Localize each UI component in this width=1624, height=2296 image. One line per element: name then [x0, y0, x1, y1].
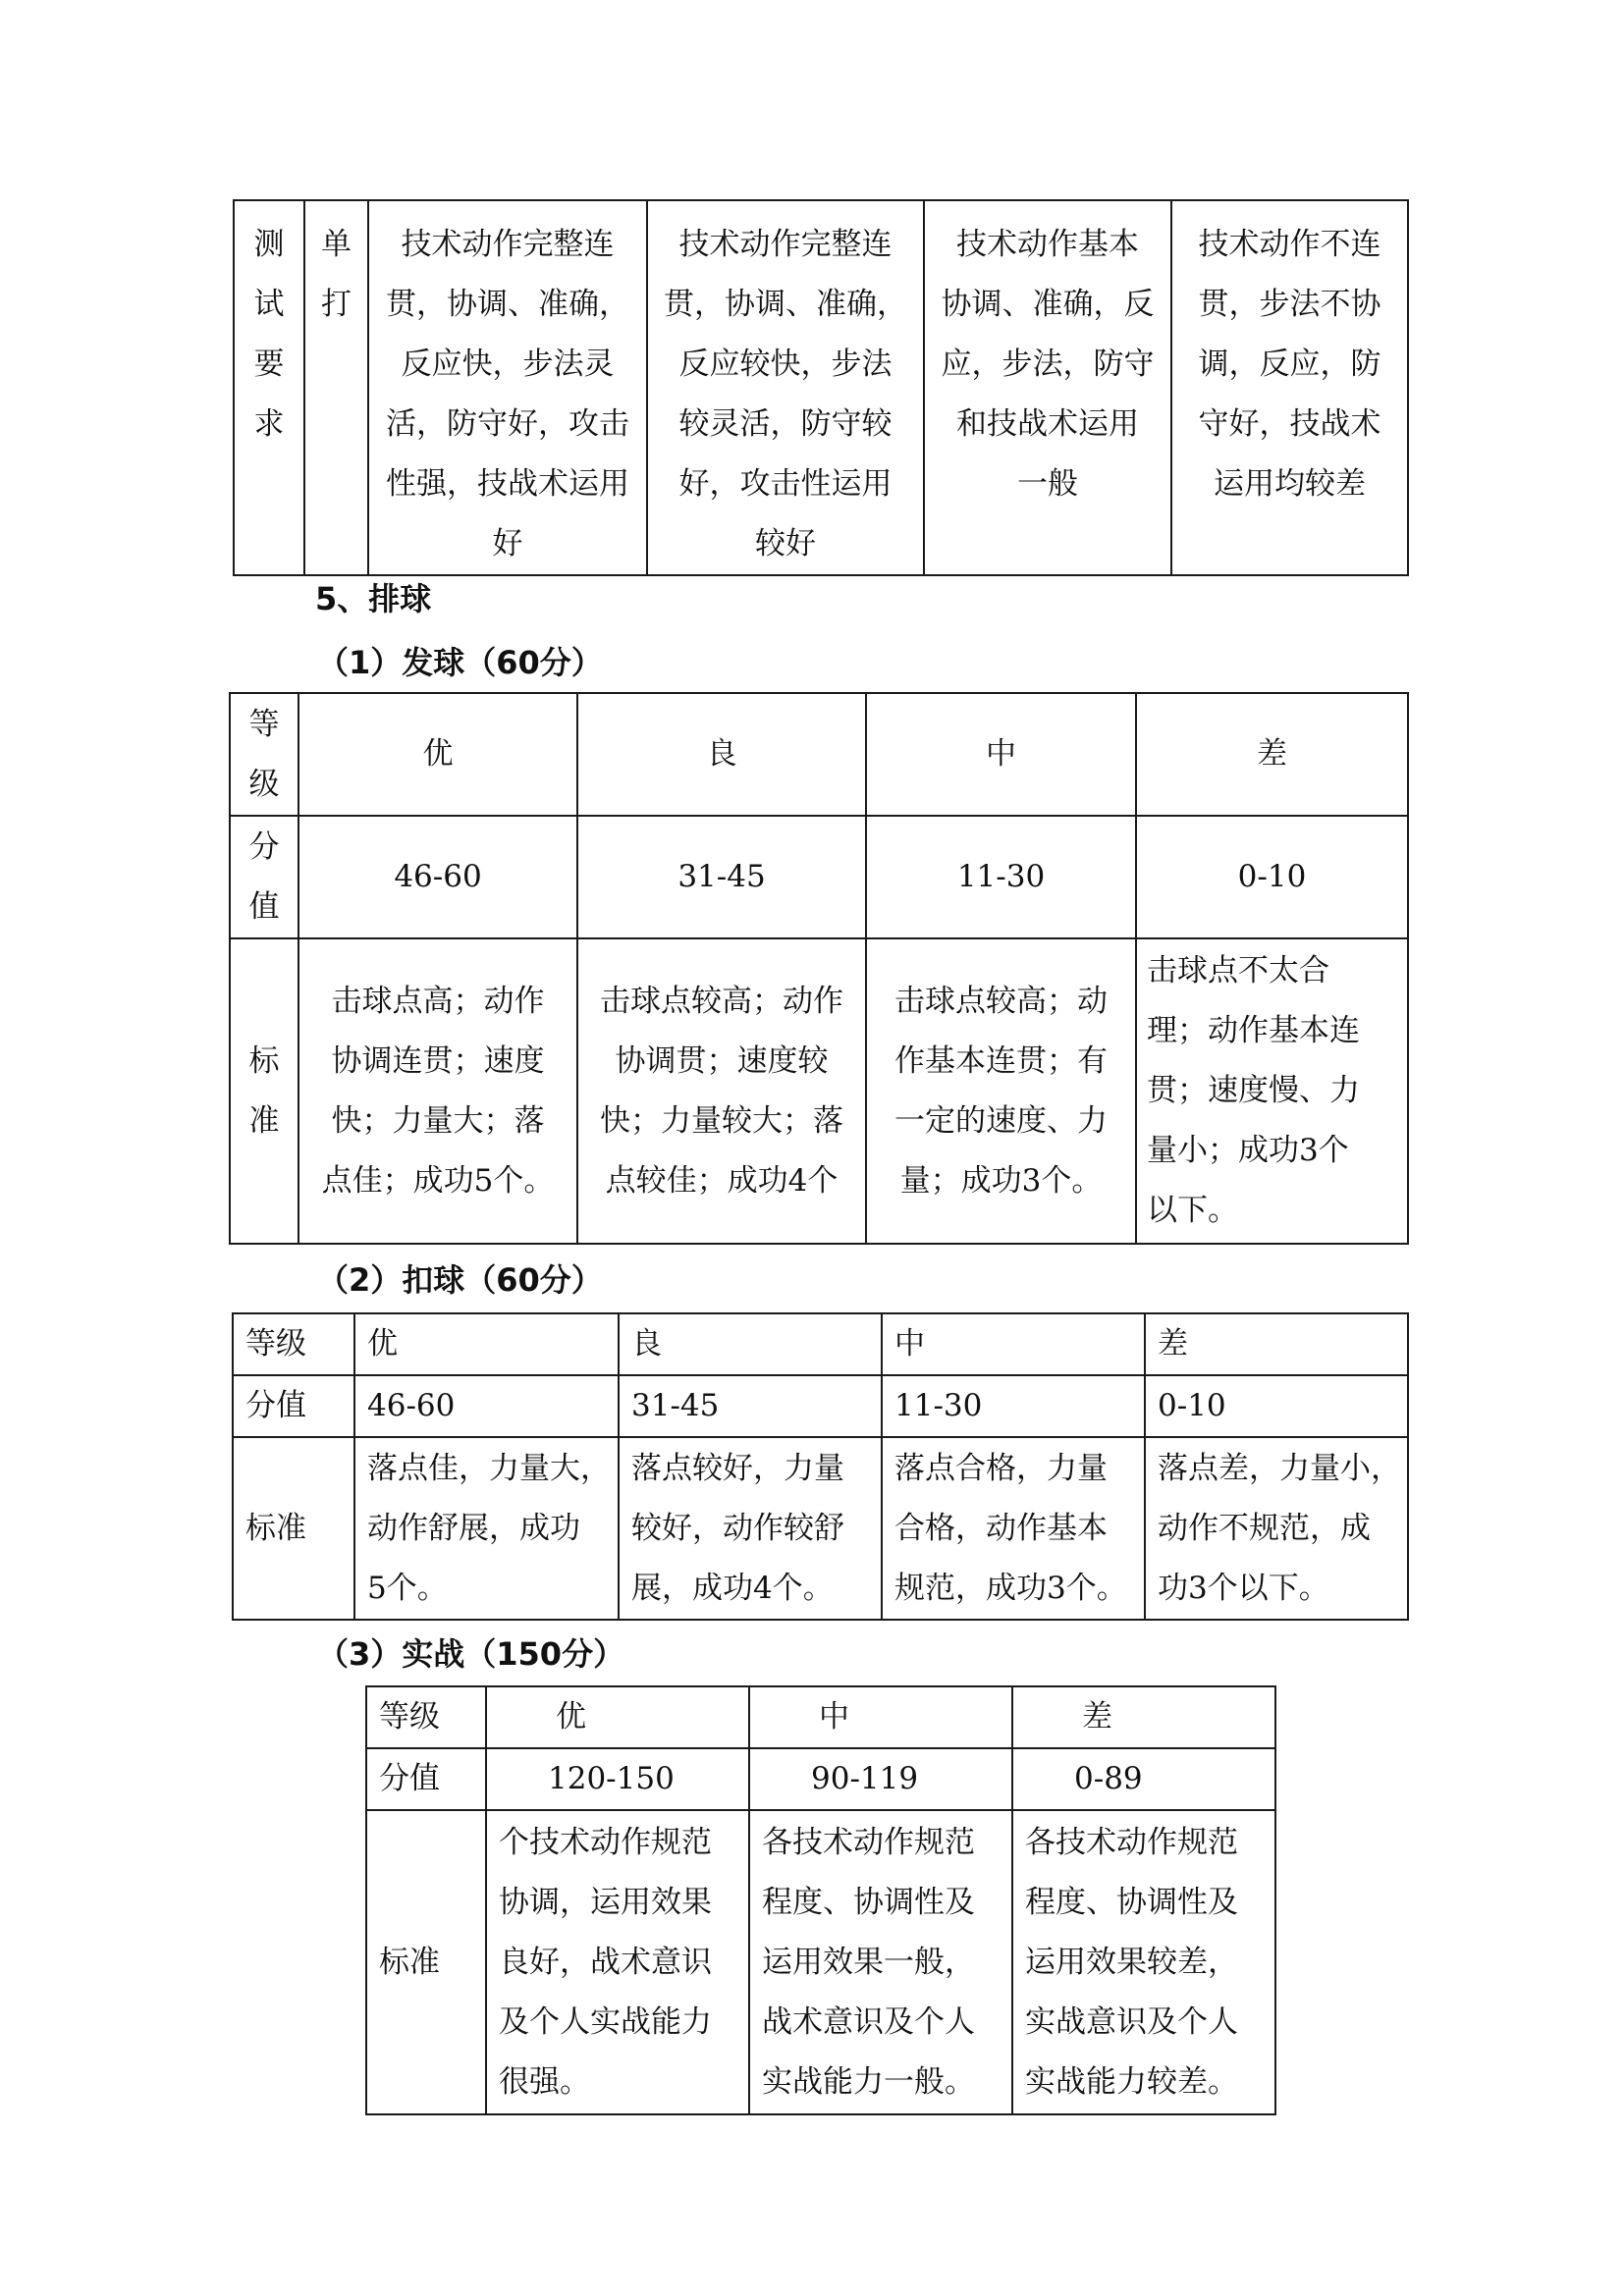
score-excellent: 120-150 [486, 1748, 749, 1810]
score-excellent: 46-60 [354, 1375, 619, 1437]
score-average: 11-30 [866, 816, 1136, 938]
standard-poor: 各技术动作规范 程度、协调性及 运用效果较差， 实战意识及个人 实战能力较差。 [1012, 1810, 1275, 2114]
serve-heading: （1）发球（60分） [317, 644, 603, 681]
grade-poor: 差 [1012, 1686, 1275, 1748]
prev-table [233, 199, 1409, 576]
score-good: 31-45 [619, 1375, 882, 1437]
table-row [233, 1313, 1408, 1375]
match-heading: （3）实战（150分） [317, 1635, 625, 1673]
score-average: 11-30 [882, 1375, 1145, 1437]
score-average: 90-119 [749, 1748, 1012, 1810]
grade-excellent: 优 [354, 1313, 619, 1375]
score-excellent: 46-60 [298, 816, 577, 938]
grade-average: 中 [866, 693, 1136, 816]
serve-table [229, 692, 1409, 1245]
score-label: 分 值 [230, 816, 298, 938]
grade-average: 中 [749, 1686, 1012, 1748]
grade-poor: 差 [1136, 693, 1408, 816]
grade-good: 良 [577, 693, 866, 816]
standard-label: 标准 [233, 1437, 354, 1620]
prev-standard-average: 技术动作基本 协调、准确，反 应，步法，防守 和技战术运用 一般 [924, 200, 1171, 575]
score-label: 分值 [233, 1375, 354, 1437]
spike-table [232, 1312, 1409, 1621]
table-row [366, 1748, 1275, 1810]
standard-poor: 击球点不太合 理；动作基本连 贯；速度慢、力 量小；成功3个 以下。 [1136, 938, 1408, 1244]
score-label: 分值 [366, 1748, 486, 1810]
grade-excellent: 优 [486, 1686, 749, 1748]
table-row [233, 1437, 1408, 1620]
standard-average: 各技术动作规范 程度、协调性及 运用效果一般， 战术意识及个人 实战能力一般。 [749, 1810, 1012, 2114]
standard-excellent: 击球点高；动作 协调连贯；速度 快；力量大；落 点佳；成功5个。 [298, 938, 577, 1244]
score-poor: 0-89 [1012, 1748, 1275, 1810]
table-row [233, 1375, 1408, 1437]
grade-poor: 差 [1145, 1313, 1408, 1375]
prev-standard-poor: 技术动作不连 贯，步法不协 调，反应，防 守好，技战术 运用均较差 [1171, 200, 1408, 575]
match-table [365, 1685, 1276, 2115]
standard-good: 击球点较高；动作 协调贯；速度较 快；力量较大；落 点较佳；成功4个 [577, 938, 866, 1244]
standard-excellent: 个技术动作规范 协调，运用效果 良好，战术意识 及个人实战能力 很强。 [486, 1810, 749, 2114]
standard-excellent: 落点佳，力量大， 动作舒展，成功 5个。 [354, 1437, 619, 1620]
standard-label: 标准 [366, 1810, 486, 2114]
table-row [230, 938, 1408, 1244]
grade-excellent: 优 [298, 693, 577, 816]
standard-average: 击球点较高；动 作基本连贯；有 一定的速度、力 量；成功3个。 [866, 938, 1136, 1244]
grade-good: 良 [619, 1313, 882, 1375]
grade-average: 中 [882, 1313, 1145, 1375]
grade-label: 等 级 [230, 693, 298, 816]
score-poor: 0-10 [1136, 816, 1408, 938]
table-row [366, 1810, 1275, 2114]
singles-label: 单 打 [304, 200, 368, 575]
prev-standard-good: 技术动作完整连 贯，协调、准确， 反应较快，步法 较灵活，防守较 好，攻击性运用 较好 [647, 200, 924, 575]
grade-label: 等级 [233, 1313, 354, 1375]
table-row [366, 1686, 1275, 1748]
standard-good: 落点较好，力量 较好，动作较舒 展，成功4个。 [619, 1437, 882, 1620]
standard-poor: 落点差，力量小， 动作不规范，成 功3个以下。 [1145, 1437, 1408, 1620]
spike-heading: （2）扣球（60分） [317, 1261, 603, 1299]
standard-average: 落点合格，力量 合格，动作基本 规范，成功3个。 [882, 1437, 1145, 1620]
section-title-volleyball: 5、排球 [315, 580, 432, 617]
standard-label: 标 准 [230, 938, 298, 1244]
table-row [230, 693, 1408, 816]
prev-standard-excellent: 技术动作完整连 贯，协调、准确， 反应快，步法灵 活，防守好，攻击 性强，技战术运用 好 [368, 200, 647, 575]
grade-label: 等级 [366, 1686, 486, 1748]
score-good: 31-45 [577, 816, 866, 938]
score-poor: 0-10 [1145, 1375, 1408, 1437]
table-row [230, 816, 1408, 938]
test-requirement-label: 测 试 要 求 [234, 200, 304, 575]
